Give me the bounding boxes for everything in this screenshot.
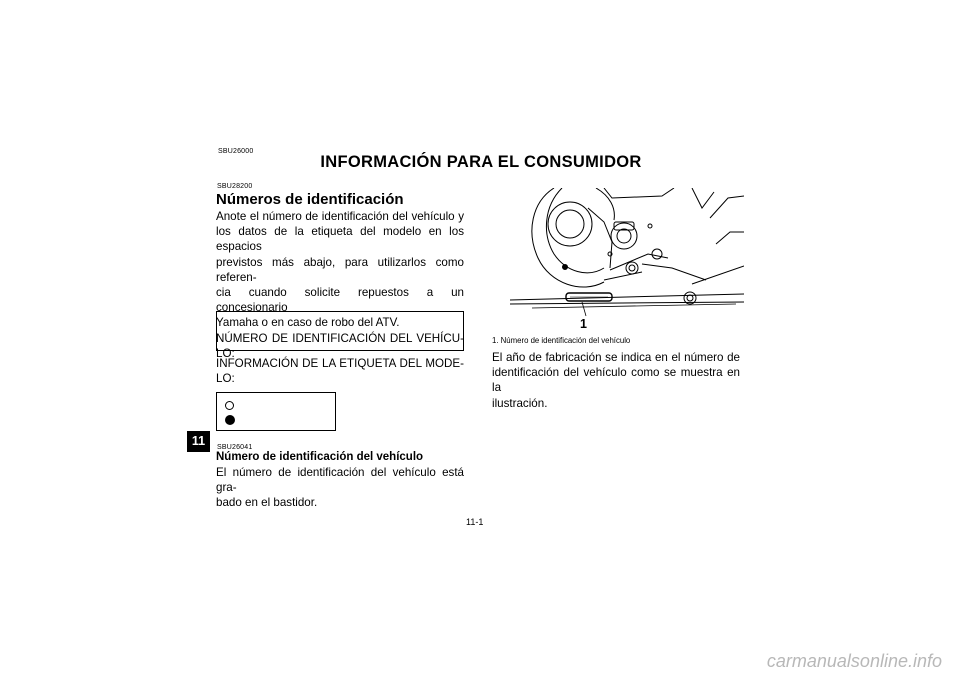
- section-code: SBU26000: [218, 148, 254, 155]
- callout-leader: [582, 302, 586, 316]
- vin-section-paragraph: [216, 465, 464, 511]
- frame-rail: [510, 294, 744, 300]
- filled-circle-icon: [225, 415, 235, 425]
- paragraph-line: los datos de la etiqueta del modelo en los espacios: [216, 225, 464, 254]
- callout-number: 1: [580, 317, 587, 331]
- paragraph-line: Anote el número de identificación del vehículo y: [216, 210, 464, 223]
- model-label-line: INFORMACIÓN DE LA ETIQUETA DEL MODE-: [216, 357, 464, 370]
- paragraph-line: bado en el bastidor.: [216, 496, 318, 510]
- vin-label-line: LO:: [216, 346, 235, 360]
- paragraph-line: cia cuando solicite repuestos a un concesionario: [216, 286, 464, 315]
- pump-housing: [611, 223, 637, 249]
- model-label: [216, 356, 464, 386]
- identification-code: SBU28200: [217, 183, 253, 190]
- vin-section-heading: Número de identificación del vehículo: [216, 451, 424, 463]
- paragraph-line: El número de identificación del vehículo está gra-: [216, 466, 464, 495]
- page-title: INFORMACIÓN PARA EL CONSUMIDOR: [320, 153, 642, 171]
- paragraph-line: identificación del vehículo como se muestra en la: [492, 366, 740, 395]
- right-paragraph: [492, 350, 740, 411]
- paragraph-line: Yamaha o en caso de robo del ATV.: [216, 316, 400, 330]
- paragraph-line: El año de fabricación se indica en el número de: [492, 351, 740, 364]
- model-label-line: LO:: [216, 372, 235, 386]
- chapter-tab: 11: [187, 431, 210, 452]
- identification-heading: Números de identificación: [216, 191, 404, 208]
- paragraph-line: previstos más abajo, para utilizarlos como referen-: [216, 255, 464, 284]
- model-label-box[interactable]: [216, 392, 336, 431]
- paragraph-line: ilustración.: [492, 396, 548, 410]
- frame-illustration: [492, 188, 744, 330]
- open-circle-icon: [225, 401, 234, 410]
- watermark: carmanualsonline.info: [766, 651, 942, 671]
- illustration-caption: 1. Número de identificación del vehículo: [492, 336, 631, 345]
- engine-cover: [548, 202, 592, 246]
- vin-label-line: NÚMERO DE IDENTIFICACIÓN DEL VEHÍCU-: [216, 331, 464, 345]
- page-number: 11-1: [466, 517, 484, 527]
- vin-section-code: SBU26041: [217, 444, 253, 451]
- vin-entry-box[interactable]: [216, 311, 464, 351]
